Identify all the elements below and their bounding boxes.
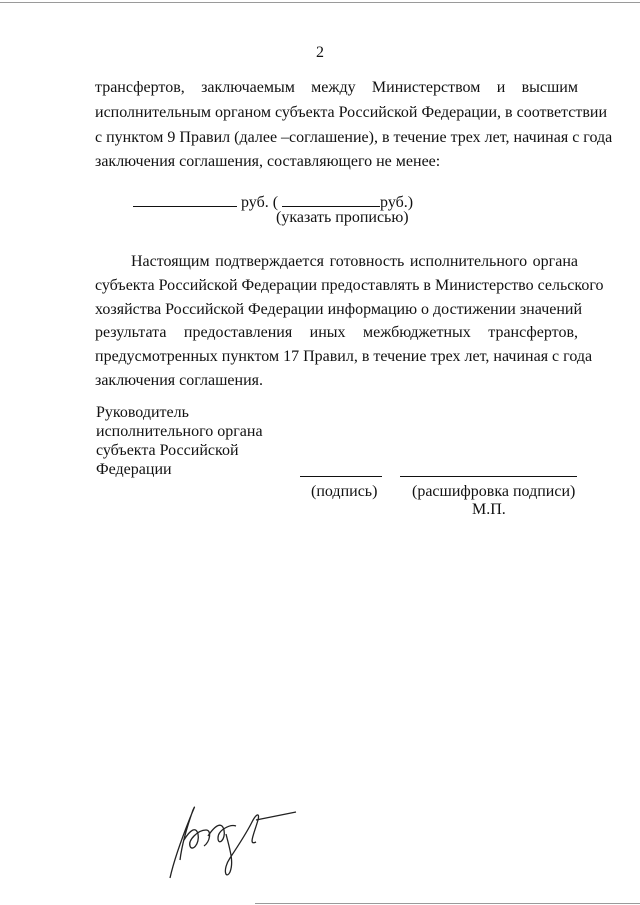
amount-hint: (указать прописью) xyxy=(276,209,409,226)
seal-caption: М.П. xyxy=(472,501,506,518)
signatory-block xyxy=(96,403,263,479)
signature-line xyxy=(300,476,382,477)
bottom-border xyxy=(255,903,640,904)
signatory-line-1: Руководитель xyxy=(96,404,189,421)
handwritten-signature xyxy=(160,800,300,880)
decryption-caption: (расшифровка подписи) xyxy=(412,483,576,500)
decryption-line xyxy=(400,476,577,477)
amount-digits-blank xyxy=(133,192,237,207)
body-line-4: заключения соглашения, составляющего не менее: xyxy=(95,153,441,170)
signatory-line-3: субъекта Российской xyxy=(96,442,239,459)
top-border xyxy=(0,2,640,3)
page-number: 2 xyxy=(316,44,324,61)
confirm-line-2: субъекта Российской Федерации предоставлять в Министерство сельского xyxy=(95,277,604,294)
amount-words-blank xyxy=(282,192,380,207)
signatory-line-2: исполнительного органа xyxy=(96,423,263,440)
confirm-line-1: Настоящим подтверждается готовность исполнительного органа xyxy=(131,253,578,270)
body-line-1: трансфертов, заключаемым между Министерством и высшим xyxy=(95,79,578,96)
signature-caption: (подпись) xyxy=(311,483,378,500)
rub-label: руб. ( xyxy=(241,194,279,211)
signatory-line-4: Федерации xyxy=(96,461,172,478)
rub-close-label: руб.) xyxy=(380,194,414,211)
confirm-line-5: предусмотренных пунктом 17 Правил, в течение трех лет, начиная с года xyxy=(95,348,593,365)
confirm-line-6: заключения соглашения. xyxy=(95,372,263,389)
body-line-3: с пунктом 9 Правил (далее –соглашение), в течение трех лет, начиная с года xyxy=(95,129,613,146)
confirm-line-3: хозяйства Российской Федерации информацию о достижении значений xyxy=(95,301,583,318)
confirm-line-4: результата предоставления иных межбюджетных трансфертов, xyxy=(95,324,578,341)
body-line-2: исполнительным органом субъекта Российской Федерации, в соответствии xyxy=(95,104,608,121)
